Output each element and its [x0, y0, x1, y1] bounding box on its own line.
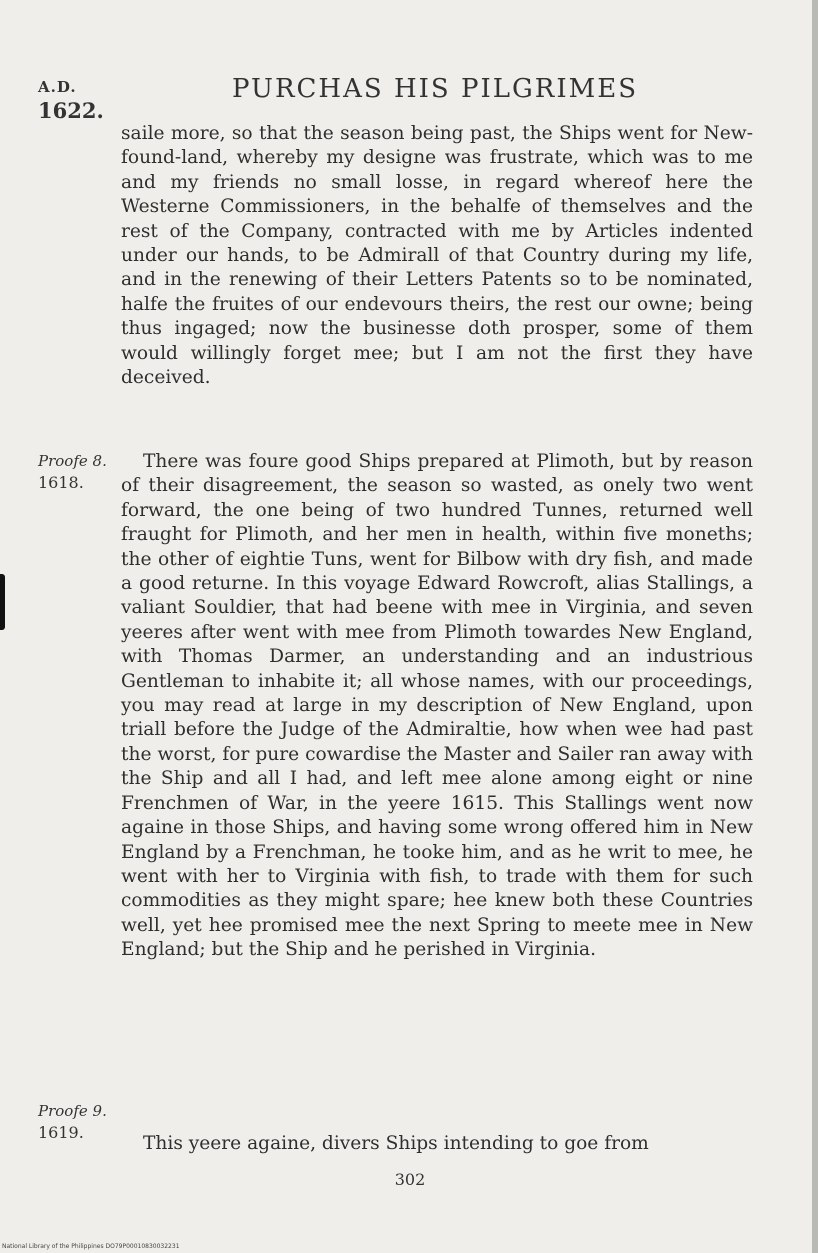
margin-proof-label: Proofe 9. — [38, 1102, 107, 1120]
margin-note-proof-8 — [38, 450, 118, 494]
margin-note-proof-9 — [38, 1100, 118, 1144]
paragraph-2: There was foure good Ships prepared at Plimoth, but by reason of their disagreement, the season so wasted, as onely two went forward, the one being of two hundred Tunnes, returned well fraught for Plimoth, and her men in health, within five moneths; the other of eightie Tuns, went for Bilbow with dry fish, and made a good returne. In this voyage Edward Rowcroft, alias Stallings, a valiant Souldier, that had beene with mee in Virginia, and seven yeeres after went with mee from Plimoth towardes New England, with Thomas Darmer, an understanding and an industrious Gentleman to inhabite it; all whose names, with our proceedings, you may read at large in my description of New England, upon triall before the Judge of the Admiraltie, how when wee had past the worst, for pure cowardise the Master and Sailer ran away with the Ship and all I had, and left mee alone among eight or nine Frenchmen of War, in the yeere 1615. This Stallings went now againe in those Ships, and having some wrong offered him in New England by a Frenchman, he tooke him, and as he writ to mee, he went with her to Virginia with fish, to trade with them for such commodities as they might spare; hee knew both these Countries well, yet hee promised mee the next Spring to meete mee in New England; but the Ship and he perished in Virginia. — [121, 451, 753, 961]
page-number: 302 — [394, 1170, 426, 1189]
page-title: PURCHAS HIS PILGRIMES — [232, 74, 639, 104]
scan-edge-mark — [0, 574, 5, 630]
paragraph-3: This yeere againe, divers Ships intending to goe from — [143, 1133, 649, 1154]
scan-credit: National Library of the Philippines DO79P00010830032231 — [2, 1243, 180, 1250]
body-text-bottom — [121, 1132, 753, 1156]
body-text-middle — [121, 450, 753, 963]
paragraph-1: saile more, so that the season being past, the Ships went for New-found-land, whereby my designe was frustrate, which was to me and my friends no small losse, in regard whereof here the Westerne Commissioners, in the behalfe of themselves and the rest of the Company, contracted with me by Articles indented under our hands, to be Admirall of that Country during my life, and in the renewing of their Letters Patents so to be nominated, halfe the fruites of our endevours theirs, the rest our owne; being thus ingaged; now the businesse doth prosper, some of them would willingly forget mee; but I am not the first they have deceived. — [121, 123, 753, 389]
header-ad-label: A.D. — [38, 78, 77, 96]
header-year-note — [38, 78, 108, 123]
body-text-top — [121, 122, 753, 390]
margin-proof-year: 1619. — [38, 1123, 84, 1142]
header-year: 1622. — [38, 98, 104, 123]
margin-proof-year: 1618. — [38, 473, 84, 492]
scan-right-edge — [812, 0, 818, 1253]
margin-proof-label: Proofe 8. — [38, 452, 107, 470]
